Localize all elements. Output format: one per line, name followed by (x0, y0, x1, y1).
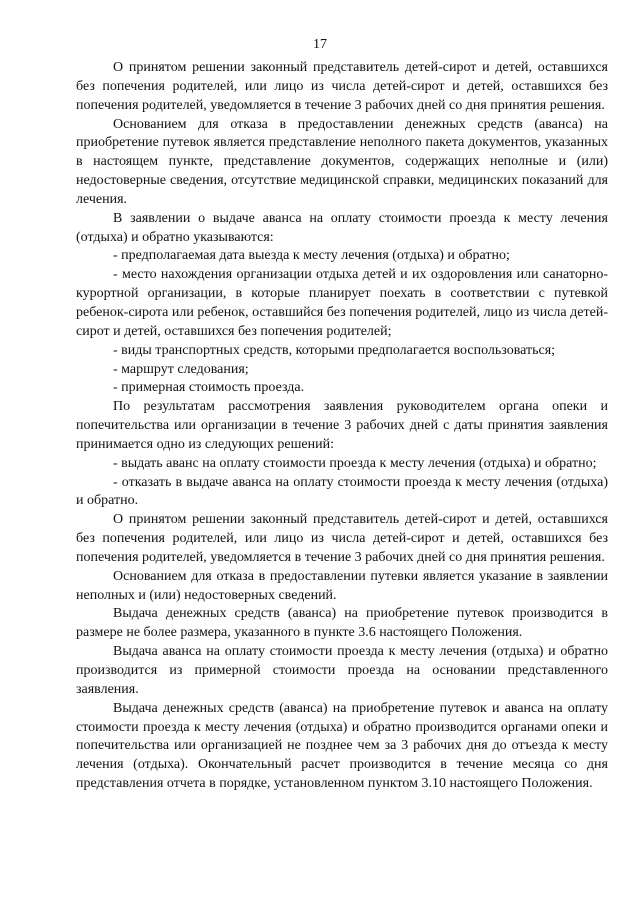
paragraph-travel-advance: Выдача аванса на оплату стоимости проезда к месту лечения (отдыха) и обратно производится из примерной стоимости проезда на основании представленного заявления. (76, 644, 608, 697)
document-body (76, 59, 608, 794)
paragraph-decision-notice-2: О принятом решении законный представитель детей-сирот и детей, оставшихся без попечения родителей, или лицо из числа детей-сирот и детей, оставшихся без попечения родителей, уведомляется в течение 3 рабочих дней со дня принятия решения. (76, 512, 608, 565)
list-item-departure-date: - предполагаемая дата выезда к месту лечения (отдыха) и обратно; (113, 248, 510, 264)
paragraph-decision-notice: О принятом решении законный представитель детей-сирот и детей, оставшихся без попечения родителей, или лицо из числа детей-сирот и детей, оставшихся без попечения родителей, уведомляется в течение 3 рабочих дней со дня принятия решения. (76, 60, 608, 113)
paragraph-refusal-grounds-voucher: Основанием для отказа в предоставлении путевки является указание в заявлении неполных и (или) недостоверных сведений. (76, 568, 608, 603)
list-item-route: - маршрут следования; (113, 361, 249, 377)
list-item-organization-location: - место нахождения организации отдыха детей и их оздоровления или санаторно-курортной организации, в которые планирует поехать в соответствии с путевкой ребенок-сирота или ребенок, оставшийся без попечения родителей, лицо из числа детей-сирот и детей, оставшихся без попечения родителей; (76, 267, 608, 339)
paragraph-review-results: По результатам рассмотрения заявления руководителем органа опеки и попечительства или организации в течение 3 рабочих дней с даты принятия заявления принимается одно из следующих решений: (76, 399, 608, 452)
list-item-refuse-advance: - отказать в выдаче аванса на оплату стоимости проезда к месту лечения (отдыха) и обратно. (76, 474, 608, 509)
paragraph-payment-terms: Выдача денежных средств (аванса) на приобретение путевок и аванса на оплату стоимости проезда к месту лечения (отдыха) и обратно производится органами опеки и попечительства или организацией не позднее чем за 3 рабочих дня до отъезда к месту лечения (отдыха). Окончательный расчет производится в течение месяца со дня представления отчета в порядке, установленном пунктом 3.10 настоящего Положения. (76, 700, 608, 792)
paragraph-application-contents: В заявлении о выдаче аванса на оплату стоимости проезда к месту лечения (отдыха) и обратно указываются: (76, 210, 608, 245)
paragraph-funds-amount: Выдача денежных средств (аванса) на приобретение путевок производится в размере не более размера, указанного в пункте 3.6 настоящего Положения. (76, 606, 608, 641)
list-item-transport-types: - виды транспортных средств, которыми предполагается воспользоваться; (113, 342, 556, 358)
list-item-grant-advance: - выдать аванс на оплату стоимости проезда к месту лечения (отдыха) и обратно; (113, 455, 597, 471)
list-item-estimated-cost: - примерная стоимость проезда. (113, 380, 305, 396)
page-number: 17 (313, 37, 327, 52)
paragraph-refusal-grounds-funds: Основанием для отказа в предоставлении денежных средств (аванса) на приобретение путевок является представление неполного пакета документов, указанных в настоящем пункте, представление документов, содержащих неполные и (или) недостоверные сведения, отсутствие медицинской справки, медицинских показаний для лечения. (76, 116, 608, 207)
